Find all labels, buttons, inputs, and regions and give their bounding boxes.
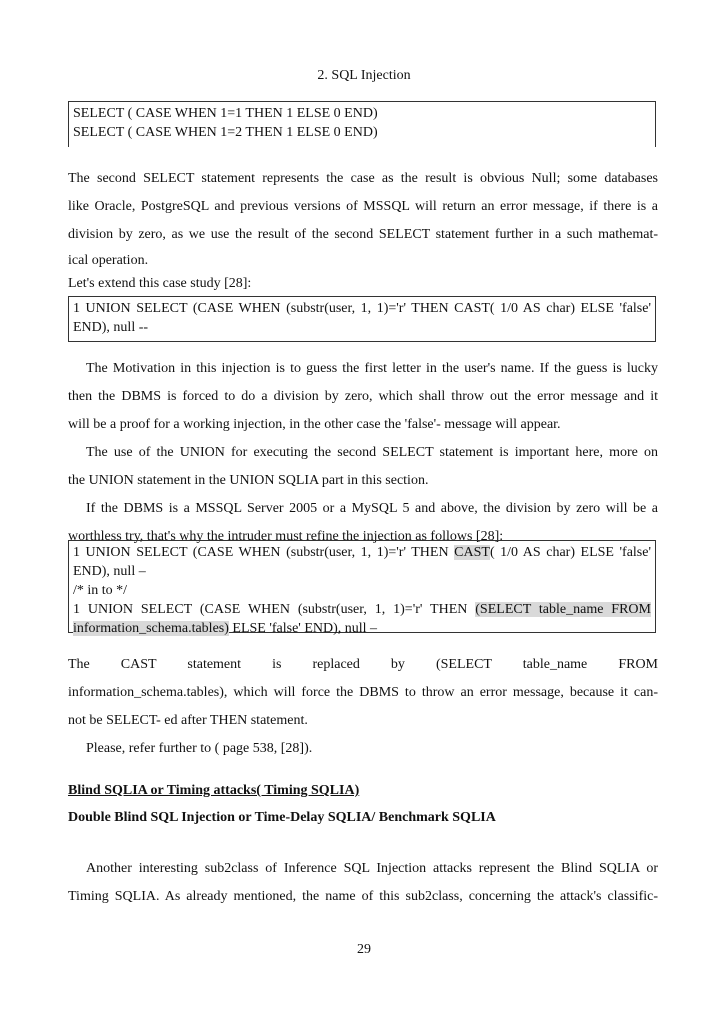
highlighted-code: CAST (454, 545, 490, 560)
code-line: SELECT ( CASE WHEN 1=2 THEN 1 ELSE 0 END) (73, 125, 378, 140)
section-subheading-double-blind: Double Blind SQL Injection or Time-Delay SQLIA/ Benchmark SQLIA (68, 810, 496, 825)
text-line: The CAST statement is replaced by (SELECT table_name FROM (68, 657, 658, 672)
text-line: then the DBMS is forced to do a division by zero, which shall throw out the error message and it (68, 389, 658, 404)
paragraph-blind-sqlia (68, 855, 658, 911)
page-number: 29 (357, 942, 371, 957)
paragraph-second-select (68, 165, 658, 295)
text-line: Please, refer further to ( page 538, [28]). (86, 741, 313, 756)
text-line: the UNION statement in the UNION SQLIA part in this section. (68, 473, 429, 488)
text-line: worthless try, that's why the intruder must refine the injection as follows [28]: (68, 529, 504, 544)
code-line: 1 UNION SELECT (CASE WHEN (substr(user, 1, 1)='r' THEN CAST( 1/0 AS char) ELSE 'false' (73, 301, 651, 316)
header-title: 2. SQL Injection (317, 68, 411, 83)
page-header (0, 68, 728, 84)
code-line: /* in to */ (73, 583, 128, 598)
text-line: If the DBMS is a MSSQL Server 2005 or a MySQL 5 and above, the division by zero will be a (86, 501, 658, 516)
code-text: ELSE 'false' END), null – (228, 621, 378, 636)
text-line: ical operation. (68, 253, 149, 268)
paragraph-cast-replaced (68, 651, 658, 763)
text-line: The use of the UNION for executing the second SELECT statement is important here, more on (86, 445, 658, 460)
code-line (73, 543, 651, 562)
text-line: The Motivation in this injection is to guess the first letter in the user's name. If the guess is lucky (86, 361, 658, 376)
code-text: ( 1/0 AS char) ELSE 'false' (489, 545, 651, 560)
highlighted-code: (SELECT table_name FROM (475, 602, 651, 617)
text-line: information_schema.tables), which will force the DBMS to throw an error message, because it can- (68, 685, 658, 700)
text-line: Another interesting sub2class of Inference SQL Injection attacks represent the Blind SQLIA or (86, 861, 658, 876)
text-line: will be a proof for a working injection, in the other case the 'false'- message will appear. (68, 417, 561, 432)
text-line: The second SELECT statement represents the case as the result is obvious Null; some databases (68, 171, 658, 186)
text-line: like Oracle, PostgreSQL and previous versions of MSSQL will return an error message, if there is a (68, 199, 658, 214)
text-line: not be SELECT- ed after THEN statement. (68, 713, 308, 728)
code-text: 1 UNION SELECT (CASE WHEN (substr(user, 1, 1)='r' THEN (73, 545, 455, 560)
code-block-refined-injection (68, 540, 656, 636)
code-text: 1 UNION SELECT (CASE WHEN (substr(user, 1, 1)='r' THEN (73, 602, 476, 617)
code-block-select-case (68, 101, 656, 147)
code-line: END), null -- (73, 320, 149, 335)
paragraph-motivation (68, 355, 658, 551)
section-heading-blind-sqlia: Blind SQLIA or Timing attacks( Timing SQLIA) (68, 783, 360, 798)
highlighted-code: information_schema.tables) (73, 621, 229, 636)
code-line: END), null – (73, 564, 146, 579)
code-line (73, 619, 651, 638)
text-line: Timing SQLIA. As already mentioned, the name of this sub2class, concerning the attack's classific- (68, 889, 658, 904)
code-line: SELECT ( CASE WHEN 1=1 THEN 1 ELSE 0 END) (73, 106, 378, 121)
code-line (73, 600, 651, 619)
text-line: Let's extend this case study [28]: (68, 276, 252, 291)
code-block-union-cast (68, 296, 656, 342)
text-line: division by zero, as we use the result of the second SELECT statement further in a such mathemat- (68, 227, 658, 242)
